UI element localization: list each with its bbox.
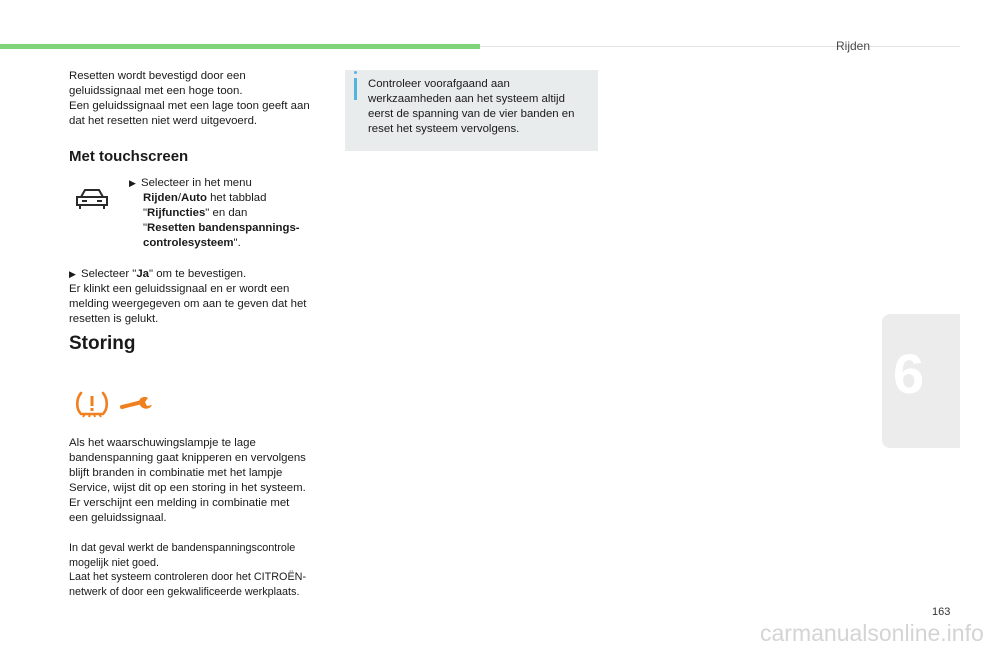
result-line: melding weergegeven om aan te geven dat het <box>69 298 307 310</box>
menu-name: Rijden <box>143 192 178 204</box>
step-text: " en dan <box>205 207 248 219</box>
intro-paragraph <box>69 69 334 129</box>
step-confirm <box>69 267 334 282</box>
result-paragraph <box>69 282 334 327</box>
watermark: carmanualsonline.info <box>760 620 984 646</box>
storing-paragraph-2 <box>69 541 334 599</box>
intro-line: dat het resetten niet werd uitgevoerd. <box>69 115 258 127</box>
storing-line: In dat geval werkt de bandenspanningscontrole <box>69 542 296 554</box>
storing-line: een geluidssignaal. <box>69 512 167 524</box>
touchscreen-heading: Met touchscreen <box>69 148 189 165</box>
tab-name: Rijfuncties <box>147 207 206 219</box>
step-text: ". <box>233 237 241 249</box>
storing-line: mogelijk niet goed. <box>69 556 160 569</box>
quote-mark: " <box>143 222 148 234</box>
storing-line: Als het waarschuwingslampje te lage <box>69 437 256 449</box>
intro-line: Een geluidssignaal met een lage toon geeft aan <box>69 100 310 112</box>
bullet-arrow-icon: ▶ <box>69 269 76 279</box>
result-line: Er klinkt een geluidssignaal en er wordt een <box>69 283 290 295</box>
storing-line: Service, wijst dit op een storing in het systeem. <box>69 482 306 494</box>
info-line: eerst de spanning van de vier banden en <box>368 108 575 120</box>
result-line: resetten is gelukt. <box>69 313 159 325</box>
step-text: het tabblad <box>206 192 267 204</box>
confirm-option: Ja <box>136 268 150 280</box>
step-text: Selecteer in het menu <box>141 177 252 189</box>
page-number: 163 <box>932 606 951 618</box>
quote-mark: " <box>143 207 148 219</box>
tyre-pressure-warning-icon <box>74 390 110 420</box>
step-select-menu <box>129 176 329 251</box>
chapter-number: 6 <box>893 342 925 405</box>
section-name: Rijden <box>836 39 871 53</box>
header-accent-bar <box>0 44 480 49</box>
storing-line: bandenspanning gaat knipperen en vervolgens <box>69 452 306 464</box>
info-line: Controleer voorafgaand aan <box>368 78 510 90</box>
storing-line: Laat het systeem controleren door het CITROËN- <box>69 571 307 583</box>
menu-name-alt: Auto <box>180 192 207 204</box>
storing-line: netwerk of door een gekwalificeerde werkplaats. <box>69 585 300 598</box>
wrench-icon <box>120 396 154 414</box>
function-name: controlesysteem <box>143 237 234 249</box>
bullet-arrow-icon: ▶ <box>129 178 136 188</box>
info-line: reset het systeem vervolgens. <box>368 123 520 135</box>
storing-heading: Storing <box>69 333 136 354</box>
step-text: " om te bevestigen. <box>149 268 247 280</box>
storing-line: Er verschijnt een melding in combinatie met <box>69 497 290 509</box>
storing-paragraph-1 <box>69 436 334 526</box>
intro-line: Resetten wordt bevestigd door een <box>69 70 246 82</box>
header-divider <box>480 46 960 47</box>
menu-separator: / <box>177 192 181 204</box>
info-text <box>368 77 593 137</box>
storing-line: blijft branden in combinatie met het lampje <box>69 467 283 479</box>
function-name: Resetten bandenspannings- <box>147 222 300 234</box>
step-text: Selecteer " <box>81 268 137 280</box>
car-icon <box>74 186 110 212</box>
intro-line: geluidssignaal met een hoge toon. <box>69 85 243 97</box>
info-line: werkzaamheden aan het systeem altijd <box>368 93 565 105</box>
